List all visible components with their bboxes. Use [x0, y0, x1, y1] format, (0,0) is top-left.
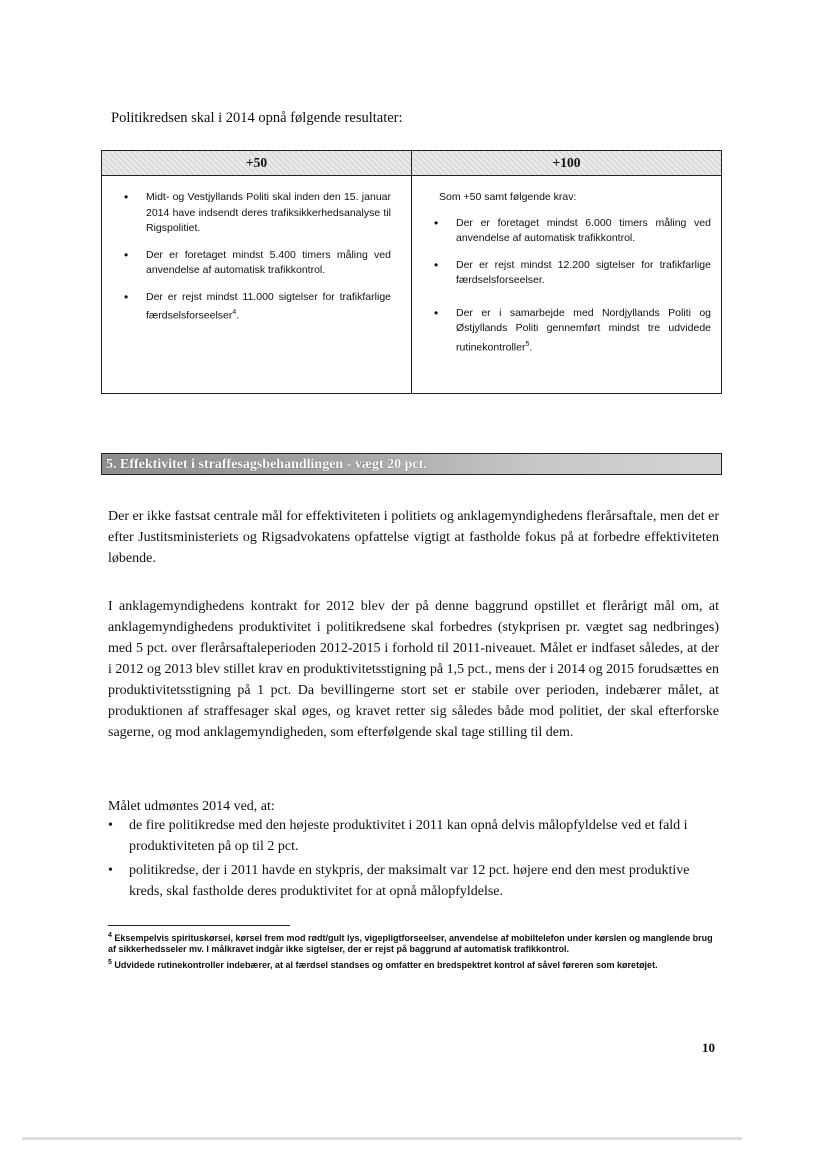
col2-item-end: . — [529, 341, 533, 353]
col2-lead: Som +50 samt følgende krav: — [439, 191, 577, 203]
intro-text: Politikredsen skal i 2014 opnå følgende resultater: — [111, 110, 403, 126]
section-title: 5. Effektivitet i straffesagsbehandlingen - vægt 20 pct. — [106, 457, 427, 472]
results-table — [101, 150, 722, 394]
col1-item: • Midt- og Vestjyllands Politi skal inden den 15. januar 2014 have indsendt deres trafiksikkerhedsanalyse til Rigspolitiet. — [102, 190, 391, 237]
bullet-item: • de fire politikredse med den højeste produktivitet i 2011 kan opnå delvis målopfyldelse ved et fald i produktiviteten på op til 2 pct. — [108, 815, 719, 857]
scan-artifact-line — [22, 1137, 742, 1140]
footnote-mark: 5 — [108, 959, 112, 966]
paragraph: Der er ikke fastsat centrale mål for effektiviteten i politiets og anklagemyndighedens flerårsaftale, men det er efter Justitsministeriets og Rigsadvokatens opfattelse vigtigt at fastholde fokus på at forbedre effektiviteten løbende. — [108, 509, 719, 566]
col2-item-text: Der er i samarbejde med Nordjyllands Politi og Østjyllands Politi gennemført mindst tre udvidede rutinekontroller — [456, 306, 711, 353]
col1-cell — [102, 176, 412, 394]
section-heading — [101, 453, 722, 475]
col1-item — [102, 290, 391, 325]
footnote-text: Udvidede rutinekontroller indebærer, at al færdsel standses og omfatter en bredspektret kontrol af såvel føreren som køretøjet. — [114, 960, 658, 970]
footnote-5 — [108, 957, 719, 971]
col2-item: • Der er rejst mindst 12.200 sigtelser for trafikfarlige færdselsforseelser. — [412, 258, 711, 289]
footnote-ref: 4 — [232, 309, 237, 316]
paragraph: I anklagemyndighedens kontrakt for 2012 blev der på denne baggrund opstillet et flerårigt mål om, at anklagemyndighedens produktivitet i politikredsene skal forbedres (stykprisen pr. vægtet sag nedbringes) med 5 pct. over flerårsaftaleperioden 2012-2015 i forhold til 2011-niveauet. Målet er indfaset således, at der i 2012 og 2013 blev stillet krav en produktivitetsstigning på 1,5 pct., mens der i 2014 og 2015 forudsættes en produktivitetsstigning på 1 pct. Da bevillingerne stort set er stabile over perioden, indebærer målet, at produktionen af straffesager skal øges, og kravet retter sig således både mod politiet, der skal efterforske sagerne, og mod anklagemyndigheden, som efterfølgende skal tage stilling til dem. — [108, 599, 719, 740]
footnote-mark: 4 — [108, 932, 112, 939]
footnote-separator — [108, 925, 290, 926]
footnote-4 — [108, 930, 719, 955]
col1-item-text: Der er rejst mindst 11.000 sigtelser for trafikfarlige færdselsforseelser — [146, 290, 391, 322]
col2-cell — [412, 176, 722, 394]
col1-item: • Der er foretaget mindst 5.400 timers måling ved anvendelse af automatisk trafikkontrol. — [102, 248, 391, 279]
page-number: 10 — [702, 1040, 715, 1055]
col2-header: +100 — [412, 151, 722, 176]
col1-header: +50 — [102, 151, 412, 176]
footnote-text: Eksempelvis spirituskørsel, kørsel frem mod rødt/gult lys, vigepligtforseelser, anvendelse af mobiltelefon under kørslen og manglende brug af sikkerhedsseler mv. I målkravet indgår ikke sigtelser, der er rejst på baggrund af automatisk trafikkontrol. — [108, 933, 713, 954]
bullet-item: • politikredse, der i 2011 havde en stykpris, der maksimalt var 12 pct. højere end den mest produktive kreds, skal fastholde deres produktivitet for at opnå målopfyldelse. — [108, 860, 719, 902]
col1-item-end: . — [236, 309, 240, 322]
col2-item: • Der er foretaget mindst 6.000 timers måling ved anvendelse af automatisk trafikkontrol. — [412, 216, 711, 247]
footnote-ref: 5 — [525, 340, 530, 348]
footnotes — [108, 930, 719, 973]
paragraph: Målet udmøntes 2014 ved, at: — [108, 799, 275, 814]
col2-item — [412, 306, 711, 356]
bullet-list — [108, 815, 719, 905]
